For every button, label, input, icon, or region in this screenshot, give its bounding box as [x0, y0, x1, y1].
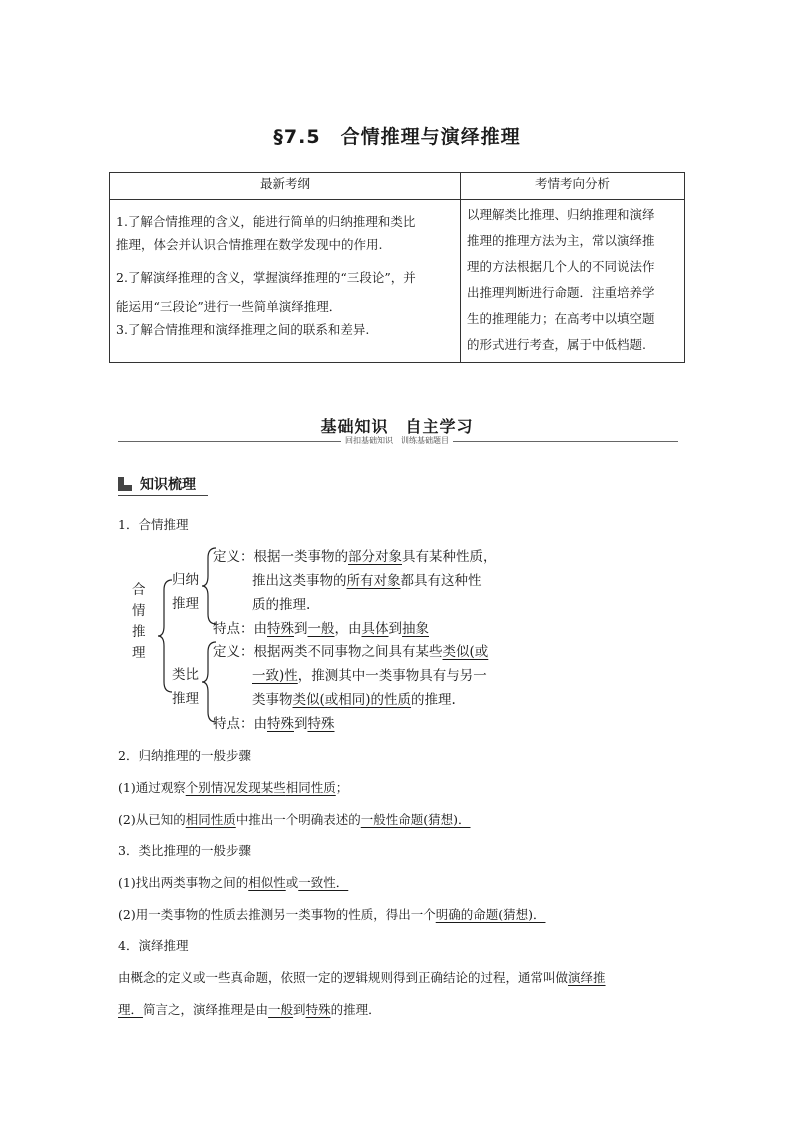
table-header-requirements: 最新考纲: [110, 173, 461, 200]
requirements-cell: [110, 200, 461, 363]
item2-title: 2．归纳推理的一般步骤: [118, 748, 251, 763]
tree-root: 合 情 推 理: [132, 582, 146, 661]
knowledge-underline: [118, 495, 208, 496]
analogy-definition-line: 定义：根据两类不同事物之间具有某些类似(或: [213, 644, 489, 660]
knowledge-square-icon-inner: [124, 477, 132, 485]
analogy-definition-line: 一致)性，推测其中一类事物具有与另一: [252, 668, 487, 684]
requirement-line: 2.了解演绎推理的含义，掌握演绎推理的“三段论”，并: [116, 270, 416, 285]
item2-line: (1)通过观察个别情况发现某些相同性质；: [118, 780, 349, 795]
analysis-line: 推理的推理方法为主，常以演绎推: [467, 233, 655, 248]
induction-definition-line: 定义：根据一类事物的部分对象具有某种性质，: [213, 549, 497, 565]
induction-label-2: 推理: [172, 596, 199, 612]
induction-definition-line: 质的推理.: [252, 597, 311, 613]
analysis-line: 理的方法根据几个人的不同说法作: [467, 259, 655, 274]
requirement-line: 1.了解合情推理的含义，能进行简单的归纳推理和类比: [116, 214, 416, 229]
table-header-analysis: 考情考向分析: [461, 173, 685, 200]
outline-table: [109, 172, 685, 363]
page-title: §7.5 合情推理与演绎推理: [273, 126, 521, 148]
item3-title: 3．类比推理的一般步骤: [118, 843, 251, 858]
analysis-line: 以理解类比推理、归纳推理和演绎: [467, 207, 655, 222]
item4-title: 4．演绎推理: [118, 938, 189, 953]
item4-line: 理．简言之，演绎推理是由一般到特殊的推理．: [118, 1002, 381, 1017]
analogy-label-2: 推理: [172, 691, 199, 707]
analysis-cell: [461, 200, 685, 363]
item3-line: (1)找出两类事物之间的相似性或一致性．: [118, 875, 349, 890]
section-subheading: 回扣基础知识 训练基础题目: [341, 436, 453, 445]
analysis-line: 的形式进行考查，属于中低档题.: [467, 337, 646, 352]
requirement-line: 推理，体会并认识合情推理在数学发现中的作用.: [116, 237, 383, 252]
analogy-label: 类比: [172, 667, 199, 683]
analogy-feature-line: 特点：由特殊到特殊: [213, 716, 335, 732]
item3-line: (2)用一类事物的性质去推测另一类事物的性质，得出一个明确的命题(猜想)．: [118, 907, 546, 922]
requirement-line: 能运用“三段论”进行一些简单演绎推理．: [116, 299, 342, 314]
induction-feature-line: 特点：由特殊到一般，由具体到抽象: [213, 621, 429, 637]
requirement-line: 3.了解合情推理和演绎推理之间的联系和差异.: [116, 322, 370, 337]
induction-definition-line: 推出这类事物的所有对象都具有这种性: [252, 573, 482, 589]
analysis-line: 出推理判断进行命题．注重培养学: [467, 285, 655, 300]
section-heading: 基础知识 自主学习: [320, 417, 474, 436]
item4-line: 由概念的定义或一些真命题，依照一定的逻辑规则得到正确结论的过程，通常叫做演绎推: [118, 970, 606, 985]
knowledge-title: 知识梳理: [140, 477, 196, 493]
analogy-definition-line: 类事物类似(或相同)的性质的推理.: [252, 692, 456, 708]
item1-title: 1．合情推理: [118, 517, 189, 532]
analysis-line: 生的推理能力；在高考中以填空题: [467, 311, 655, 326]
induction-label: 归纳: [172, 572, 199, 588]
item2-line: (2)从已知的相同性质中推出一个明确表述的一般性命题(猜想)．: [118, 812, 471, 827]
